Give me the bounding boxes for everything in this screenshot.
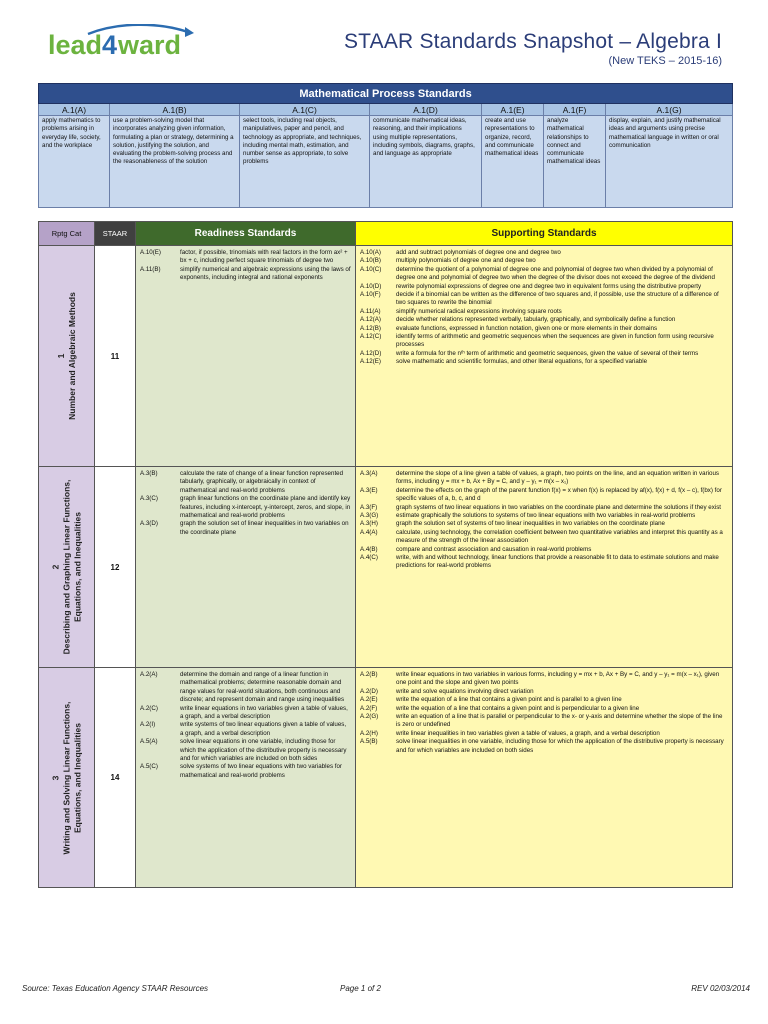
title-block xyxy=(344,30,722,67)
process-text: apply mathematics to problems arising in everyday life, society, and the workplace xyxy=(39,116,110,208)
standard-item xyxy=(360,529,728,546)
standard-item xyxy=(140,763,351,780)
category-row xyxy=(39,246,733,467)
supporting-cell xyxy=(356,467,733,668)
standard-text: simplify numerical radical expressions involving square roots xyxy=(396,307,562,315)
standard-code: A.3(F) xyxy=(360,503,378,511)
process-text: display, explain, and justify mathematical ideas and arguments using precise mathematical language in written or oral communication xyxy=(606,116,733,208)
standard-item xyxy=(360,546,728,554)
standard-code: A.2(I) xyxy=(140,721,156,729)
standard-item xyxy=(140,738,351,763)
rptg-cat-header: Rptg Cat xyxy=(39,222,95,246)
standard-text: write the equation of a line that contains a given point and is perpendicular to a given line xyxy=(396,704,640,712)
footer-revision: REV 02/03/2014 xyxy=(691,984,750,993)
standard-item xyxy=(360,730,728,738)
process-code: A.1(E) xyxy=(482,104,544,116)
standard-code: A.2(E) xyxy=(360,696,378,704)
standard-text: write linear equations in two variables in various forms, including y = mx + b, Ax + By = C, and y – y₁ = m(x – x₁), given one point and the slope and given two points xyxy=(396,671,720,687)
standard-item xyxy=(140,721,351,738)
process-banner: Mathematical Process Standards xyxy=(39,84,733,104)
svg-text:4: 4 xyxy=(102,30,118,60)
supporting-header: Supporting Standards xyxy=(356,222,733,246)
standard-text: rewrite polynomial expressions of degree one and degree two in equivalent forms using the distributive property xyxy=(396,282,702,290)
category-number: 2 xyxy=(50,564,60,570)
category-name: Describing and Graphing Linear Functions, Equations, and Inequalities xyxy=(61,479,82,655)
standard-text: write the equation of a line that contains a given point and is parallel to a given line xyxy=(396,696,622,704)
standard-code: A.10(C) xyxy=(360,265,382,273)
category-name: Number and Algebraic Methods xyxy=(66,292,77,420)
standard-item xyxy=(140,520,351,537)
staar-count: 12 xyxy=(95,467,136,668)
standard-text: write a formula for the nᵗʰ term of arithmetic and geometric sequences, given the value of several of their terms xyxy=(396,349,699,357)
process-text: communicate mathematical ideas, reasoning, and their implications using multiple representations, including symbols, diagrams, graphs, and language as appropriate xyxy=(370,116,482,208)
category-cell xyxy=(39,467,95,668)
svg-text:lead: lead xyxy=(48,30,103,60)
readiness-cell xyxy=(136,668,356,888)
standard-text: factor, if possible, trinomials with real factors in the form ax² + bx + c, including perfect square trinomials of degree two xyxy=(180,249,348,265)
standard-item xyxy=(360,350,728,358)
standard-text: add and subtract polynomials of degree one and degree two xyxy=(396,249,561,256)
process-code: A.1(A) xyxy=(39,104,110,116)
standard-text: write and solve equations involving direct variation xyxy=(396,687,534,695)
standard-item xyxy=(360,520,728,528)
standard-code: A.4(C) xyxy=(360,554,378,562)
standard-code: A.2(H) xyxy=(360,729,378,737)
standard-text: solve linear equations in one variable, including those for which the application of the distributive property is necessary and for which variables are included on both sides xyxy=(180,738,347,763)
standard-item xyxy=(140,266,351,283)
standard-item xyxy=(360,671,728,688)
supporting-cell xyxy=(356,246,733,467)
footer-source: Source: Texas Education Agency STAAR Resources xyxy=(22,984,209,993)
process-code: A.1(C) xyxy=(240,104,370,116)
standard-item xyxy=(360,470,728,487)
standard-item xyxy=(140,470,351,495)
staar-header: STAAR xyxy=(95,222,136,246)
standard-item xyxy=(360,257,728,265)
process-standards-table xyxy=(38,83,733,208)
standard-code: A.12(D) xyxy=(360,349,382,357)
readiness-cell xyxy=(136,246,356,467)
standard-item xyxy=(360,504,728,512)
staar-count: 11 xyxy=(95,246,136,467)
category-cell xyxy=(39,246,95,467)
category-cell xyxy=(39,668,95,888)
process-code: A.1(B) xyxy=(110,104,240,116)
staar-count: 14 xyxy=(95,668,136,888)
standard-item xyxy=(140,249,351,266)
standard-item xyxy=(360,266,728,283)
process-code: A.1(D) xyxy=(370,104,482,116)
standard-text: determine the domain and range of a linear function in mathematical problems; determine reasonable domain and range values for real-world situations, both continuous and discrete; and represent domain and range using inequalities xyxy=(180,671,345,704)
standard-code: A.3(E) xyxy=(360,486,378,494)
standard-code: A.10(D) xyxy=(360,282,382,290)
standard-item xyxy=(360,283,728,291)
process-code: A.1(G) xyxy=(606,104,733,116)
process-text: use a problem-solving model that incorporates analyzing given information, formulating a plan or strategy, determining a solution, justifying the solution, and evaluating the problem-solving process and the reasonableness of the solution xyxy=(110,116,240,208)
standard-item xyxy=(360,249,728,257)
standard-code: A.11(A) xyxy=(360,307,381,315)
standard-code: A.2(A) xyxy=(140,671,158,678)
standard-item xyxy=(360,316,728,324)
category-number: 3 xyxy=(50,775,60,780)
process-text: create and use representations to organize, record, and communicate mathematical ideas xyxy=(482,116,544,208)
standard-text: estimate graphically the solutions to systems of two linear equations with two variables in real-world problems xyxy=(396,512,696,520)
standard-text: calculate the rate of change of a linear function represented tabularly, graphically, or algebraically in context of mathematical and real-world problems xyxy=(180,470,344,494)
standard-text: decide whether relations represented verbally, tabularly, graphically, and symbolically define a function xyxy=(396,316,676,324)
footer-page: Page 1 of 2 xyxy=(340,984,381,993)
standard-code: A.4(B) xyxy=(360,545,378,553)
standard-text: calculate, using technology, the correlation coefficient between two quantitative variables and interpret this quantity as a measure of the strength of the linear association xyxy=(396,528,723,545)
standard-code: A.12(E) xyxy=(360,358,381,366)
standard-item xyxy=(360,325,728,333)
standard-code: A.2(C) xyxy=(140,704,158,712)
standard-code: A.2(D) xyxy=(360,687,378,695)
standard-text: determine the effects on the graph of the parent function f(x) = x when f(x) is replaced by af(x), f(x) + d, f(x – c), f(bx) for specific values of a, b, c, and d xyxy=(396,486,722,503)
lead4ward-logo xyxy=(48,24,198,64)
standard-code: A.4(A) xyxy=(360,528,378,536)
standard-code: A.10(F) xyxy=(360,291,381,299)
standard-text: write linear inequalities in two variables given a table of values, a graph, and a verbal description xyxy=(396,729,660,737)
standard-item xyxy=(140,495,351,520)
standard-code: A.3(C) xyxy=(140,495,158,503)
standard-code: A.5(A) xyxy=(140,738,158,746)
standard-code: A.5(B) xyxy=(360,738,378,746)
standard-code: A.3(B) xyxy=(140,470,158,477)
standard-item xyxy=(360,291,728,308)
standard-item xyxy=(360,738,728,755)
standard-text: solve systems of two linear equations with two variables for mathematical and real-world problems xyxy=(180,763,342,779)
standard-text: determine the quotient of a polynomial of degree one and polynomial of degree two when divided by a polynomial of degree one and polynomial of degree two when the degree of the divisor does not exceed the degree of the dividend xyxy=(396,265,715,282)
standard-text: simplify numerical and algebraic expressions using the laws of exponents, including integral and rational exponents xyxy=(180,265,351,282)
standard-code: A.3(D) xyxy=(140,520,158,528)
standard-code: A.10(E) xyxy=(140,249,161,256)
readiness-cell xyxy=(136,467,356,668)
standard-item xyxy=(140,705,351,722)
standard-item xyxy=(360,688,728,696)
standards-table xyxy=(38,221,733,888)
standard-text: write linear equations in two variables given a table of values, a graph, and a verbal description xyxy=(180,704,348,721)
standard-code: A.12(B) xyxy=(360,324,381,332)
standard-code: A.10(A) xyxy=(360,249,381,256)
standard-code: A.5(C) xyxy=(140,763,158,771)
standard-text: write an equation of a line that is parallel or perpendicular to the x- or y-axis and determine whether the slope of the line is zero or undefined xyxy=(396,713,723,729)
standard-text: graph linear functions on the coordinate plane and identify key features, including x-intercept, y-intercept, zeros, and slope, in mathematical and real-world problems xyxy=(180,495,351,520)
standard-code: A.12(A) xyxy=(360,316,381,324)
standard-item xyxy=(360,705,728,713)
standard-item xyxy=(360,358,728,366)
standard-code: A.11(B) xyxy=(140,265,161,273)
standard-text: decide if a binomial can be written as the difference of two squares and, if possible, use the structure of a difference of two squares to rewrite the binomial xyxy=(396,291,719,307)
category-row xyxy=(39,467,733,668)
page-title: STAAR Standards Snapshot – Algebra I xyxy=(343,30,722,53)
standard-text: determine the slope of a line given a table of values, a graph, two points on the line, and an equation written in various forms, including y = mx + b, Ax + By = C, and y – y₁ = m(x – x₁) xyxy=(396,470,719,486)
standard-item xyxy=(360,554,728,571)
process-text: analyze mathematical relationships to connect and communicate mathematical ideas xyxy=(544,116,606,208)
page-subtitle: (New TEKS – 2015-16) xyxy=(608,55,722,67)
standard-code: A.2(G) xyxy=(360,713,379,721)
standard-code: A.2(B) xyxy=(360,671,378,678)
standard-item xyxy=(360,333,728,350)
category-number: 1 xyxy=(55,353,66,359)
standard-item xyxy=(140,671,351,705)
standard-text: evaluate functions, expressed in function notation, given one or more elements in their domains xyxy=(396,324,658,332)
category-name: Writing and Solving Linear Functions, Equations, and Inequalities xyxy=(61,701,82,854)
standard-text: solve mathematic and scientific formulas, and other literal equations, for a specified variable xyxy=(396,358,648,366)
category-row xyxy=(39,668,733,888)
readiness-header: Readiness Standards xyxy=(136,222,356,246)
standard-code: A.12(C) xyxy=(360,333,382,341)
standard-text: write systems of two linear equations given a table of values, a graph, and a verbal description xyxy=(180,721,347,737)
standard-item xyxy=(360,696,728,704)
standard-text: compare and contrast association and causation in real-world problems xyxy=(396,545,592,553)
standard-item xyxy=(360,512,728,520)
standard-item xyxy=(360,487,728,504)
standard-text: identify terms of arithmetic and geometric sequences when the sequences are given in function form using recursive processes xyxy=(396,333,714,349)
process-text: select tools, including real objects, manipulatives, paper and pencil, and technology as appropriate, and techniques, including mental math, estimation, and number sense as appropriate, to solve problems xyxy=(240,116,370,208)
standard-text: graph systems of two linear equations in two variables on the coordinate plane and determine the solutions if they exist xyxy=(396,503,722,511)
standard-text: graph the solution set of systems of two linear inequalities in two variables on the coordinate plane xyxy=(396,520,665,528)
standard-text: multiply polynomials of degree one and degree two xyxy=(396,257,536,265)
standard-code: A.3(A) xyxy=(360,470,378,477)
process-code: A.1(F) xyxy=(544,104,606,116)
standard-text: solve linear inequalities in one variable, including those for which the application of the distributive property is necessary and for which variables are included on both sides xyxy=(396,738,724,754)
svg-text:ward: ward xyxy=(118,30,182,60)
standard-code: A.3(H) xyxy=(360,520,378,528)
supporting-cell xyxy=(356,668,733,888)
standard-item xyxy=(360,713,728,730)
standard-text: graph the solution set of linear inequalities in two variables on the coordinate plane xyxy=(180,520,349,536)
standard-text: write, with and without technology, linear functions that provide a reasonable fit to data to estimate solutions and make predictions for real-world problems xyxy=(396,554,719,570)
standard-code: A.3(G) xyxy=(360,512,379,520)
standard-code: A.2(F) xyxy=(360,704,378,712)
standard-item xyxy=(360,308,728,316)
standard-code: A.10(B) xyxy=(360,257,381,265)
